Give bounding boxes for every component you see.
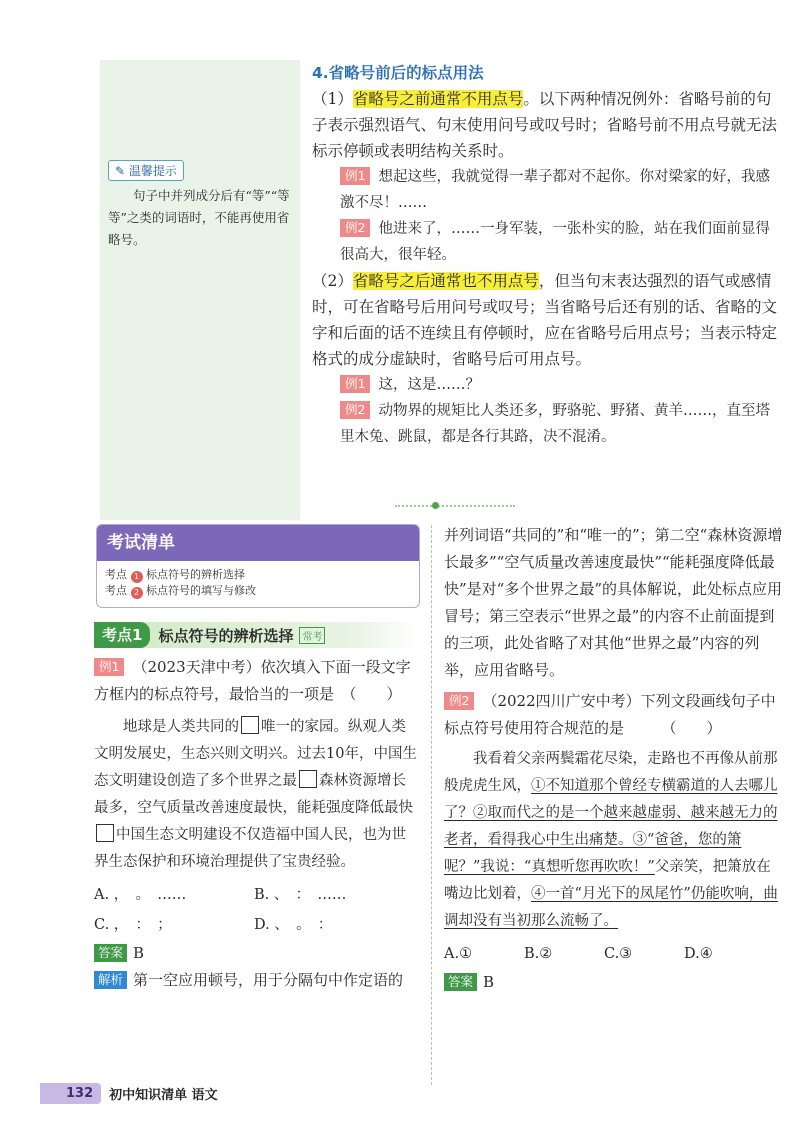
passage-part-d: 中国生态文明建设不仅造福中国人民，也为世界生态保护和环境治理提供了宝贵经验。 <box>94 827 406 870</box>
analysis-text: 第一空应用顿号，用于分隔句中作定语的 <box>133 971 404 989</box>
example-2 <box>312 216 782 268</box>
answer-tag: 答案 <box>444 973 477 991</box>
q2-stem-text: （2022四川广安中考）下列文段画线句子中标点符号使用符合规范的是 （ ） <box>444 692 776 737</box>
left-column <box>94 622 420 994</box>
exam-item-number: 2 <box>131 587 143 599</box>
exam-list-title: 考试清单 <box>97 525 419 561</box>
exam-list-item <box>97 567 419 583</box>
rule-2-text: ，但当句末表达强烈的语气或感情时，可在省略号后用问号或叹号；当省略号后还有别的话、省略的文字和后面的话不连续且有停顿时，应在省略号后用点号；当表示特定格式的成分虚缺时，省略号后可用点号。 <box>312 272 778 368</box>
option-b[interactable]: B.② <box>524 946 553 962</box>
tip-text: 句子中并列成分后有“等”“等等”之类的词语时，不能再使用省略号。 <box>108 188 290 247</box>
q2-sentence-1: ①不知道那个曾经专横霸道的人去哪儿了？ <box>444 778 778 821</box>
q2-passage <box>444 746 784 935</box>
example-2-text: 他进来了，……一身军装，一张朴实的脸，站在我们面前显得很高大，很年轻。 <box>340 221 770 263</box>
q1-tag: 例1 <box>94 658 124 676</box>
passage-part-c: 森林资源增长最多，空气质量改善速度最快，能耗强度降低最快 <box>94 773 413 816</box>
q2-sentence-3: ③“爸爸，您的箫呢？”我说：“真想听您再吹吹！” <box>444 832 742 875</box>
column-divider <box>431 525 432 1085</box>
exam-item-text: 标点符号的辨析选择 <box>146 568 245 581</box>
example-4-text: 动物界的规矩比人类还多，野骆驼、野猪、黄羊……，直至塔里木兔、跳鼠，都是各行其路，决不混淆。 <box>340 403 770 445</box>
option-a[interactable]: A. ， 。 …… <box>94 887 187 903</box>
page-number: 132 <box>40 1083 101 1104</box>
q2-sentence-4: ④一首“月光下的凤尾竹”仍能吹响，曲调却没有当初那么流畅了。 <box>444 886 778 929</box>
q2-stem <box>444 688 784 742</box>
example-3-text: 这，这是……？ <box>378 377 480 393</box>
exam-item-number: 1 <box>131 571 143 583</box>
kp1-label: 考点1 <box>94 622 150 648</box>
q2-options-row <box>444 939 784 969</box>
q2-passage-part: 父亲笑，把箫放在嘴边比划着， <box>444 859 771 902</box>
passage-part-a: 地球是人类共同的 <box>123 719 239 735</box>
rule-2-prefix: （2） <box>312 272 353 290</box>
rule-2-highlight: 省略号之后通常也不用点号 <box>352 272 539 290</box>
exam-item-label: 考点 <box>105 568 127 581</box>
analysis-tag: 解析 <box>94 971 127 989</box>
blank-box-3[interactable] <box>96 824 114 842</box>
q1-answer <box>94 940 420 967</box>
rule-1 <box>312 86 782 164</box>
answer-value: B <box>483 973 495 991</box>
right-column <box>444 522 784 996</box>
example-2-tag: 例2 <box>340 219 370 237</box>
rule-1-prefix: （1） <box>312 90 353 108</box>
rule-1-highlight: 省略号之前通常不用点号 <box>352 90 524 108</box>
rule-1-text: 。以下两种情况例外：省略号前的句子表示强烈语气、句末使用问号或叹号时；省略号前不用点号就无法标示停顿或表明结构关系时。 <box>312 90 778 160</box>
exam-item-text: 标点符号的填写与修改 <box>146 584 256 597</box>
example-1-tag: 例1 <box>340 167 370 185</box>
passage-part-b: 唯一的家园。纵观人类文明发展史，生态兴则文明兴。过去10年，中国生态文明建设创造了多个世界之最 <box>94 719 417 789</box>
divider-dot <box>432 502 439 509</box>
example-3-tag: 例1 <box>340 375 370 393</box>
q1-options-row <box>94 880 420 910</box>
blank-box-2[interactable] <box>299 770 317 788</box>
tip-label-text: 温馨提示 <box>128 164 177 178</box>
q2-tag: 例2 <box>444 692 474 710</box>
exam-list-box <box>96 524 420 608</box>
q1-options-row <box>94 910 420 940</box>
analysis-continued: 并列词语“共同的”和“唯一的”；第二空“森林资源增长最多”“空气质量改善速度最快”“能耗强度降低最快”是对“多个世界之最”的具体解说，此处标点应用冒号；第三空表示“世界之最”的内容不止前面提到的三项，此处省略了对其他“世界之最”内容的列举，应用省略号。 <box>444 526 783 679</box>
q2-passage-part: 我看着父亲两鬓霜花尽染，走路也不再像从前那般虎虎生风， <box>444 751 778 794</box>
example-1-text: 想起这些，我就觉得一辈子都对不起你。你对梁家的好，我感激不尽！…… <box>340 169 770 211</box>
tip-label: ✎ 温馨提示 <box>108 160 184 181</box>
option-d[interactable]: D. 、 。 ： <box>254 917 333 933</box>
option-c[interactable]: C.③ <box>604 946 633 962</box>
option-b[interactable]: B. 、 ： …… <box>254 887 347 903</box>
blank-box-1[interactable] <box>241 716 259 734</box>
section-divider <box>395 505 515 507</box>
example-3 <box>312 372 782 398</box>
answer-tag: 答案 <box>94 944 127 962</box>
kp1-badge: 常考 <box>299 627 325 644</box>
example-1 <box>312 164 782 216</box>
sidebar-background <box>100 60 300 520</box>
option-c[interactable]: C. ， ： ； <box>94 917 172 933</box>
exam-list-item <box>97 583 419 599</box>
kp1-title: 标点符号的辨析选择 <box>158 626 294 645</box>
example-4 <box>312 398 782 450</box>
option-d[interactable]: D.④ <box>684 946 713 962</box>
q1-passage <box>94 714 420 876</box>
page-footer <box>40 1080 218 1106</box>
kp1-header <box>94 622 420 648</box>
q1-stem <box>94 654 420 708</box>
exam-item-label: 考点 <box>105 584 127 597</box>
book-title: 初中知识清单 语文 <box>109 1087 218 1103</box>
q2-answer <box>444 969 784 996</box>
section-ellipsis <box>312 60 782 450</box>
answer-value: B <box>133 944 145 962</box>
example-4-tag: 例2 <box>340 401 370 419</box>
q1-stem-text: （2023天津中考）依次填入下面一段文字方框内的标点符号，最恰当的一项是 （ ） <box>94 658 411 703</box>
tip-box <box>108 160 298 251</box>
section-title: 4.省略号前后的标点用法 <box>312 64 484 82</box>
q1-analysis <box>94 967 420 994</box>
rule-2 <box>312 268 782 372</box>
option-a[interactable]: A.① <box>444 946 473 962</box>
q2-sentence-2: ②取而代之的是一个越来越虚弱、越来越无力的老者，看得我心中生出痛楚。 <box>444 805 778 848</box>
